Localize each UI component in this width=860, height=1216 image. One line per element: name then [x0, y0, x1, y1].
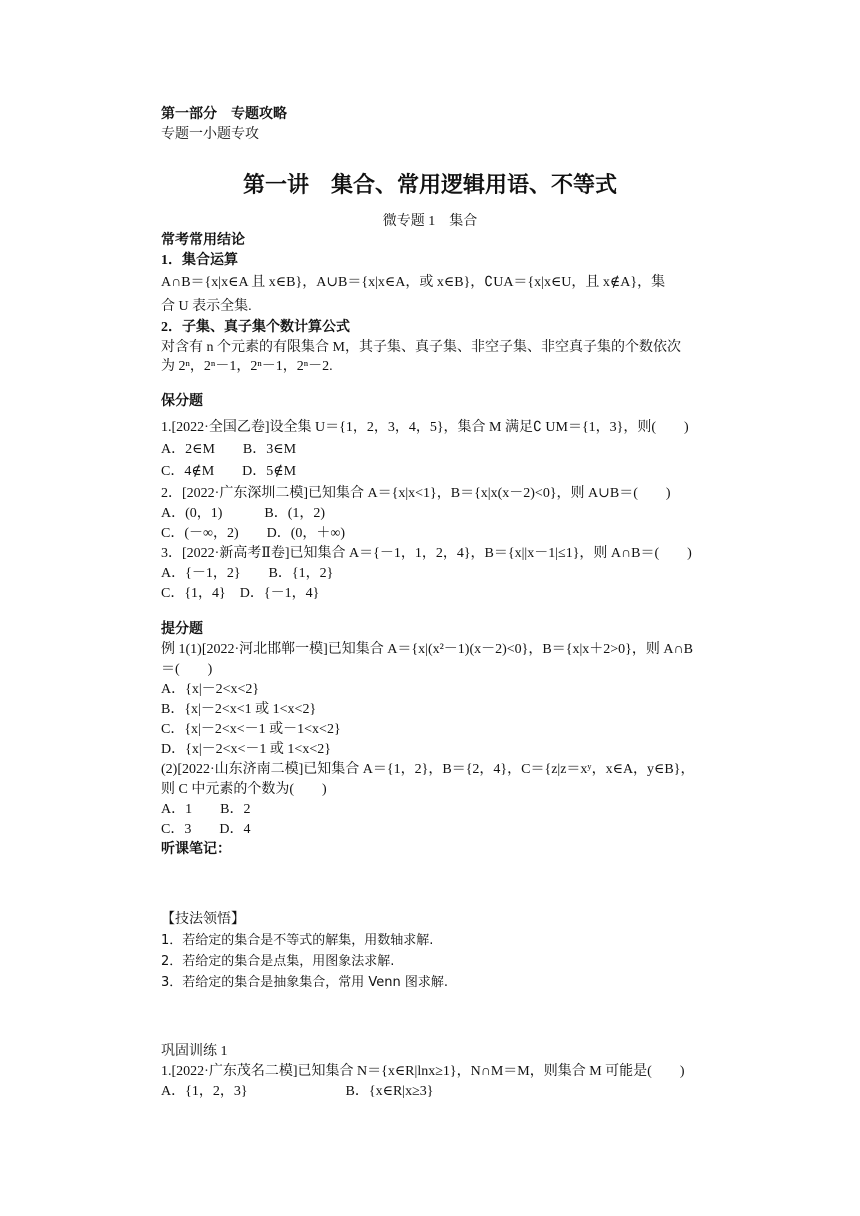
part-heading: 第一部分 专题攻略 [161, 107, 287, 122]
basic-question-3: 3．[2022·新高考Ⅱ卷]已知集合 A＝{－1，1，2，4}，B＝{x||x－1|≤1}，则 A∩B＝( ) [161, 546, 692, 561]
basic-question-1: 1.[2022·全国乙卷]设全集 U＝{1，2，3，4，5}，集合 M 满足∁ UM＝{1，3}，则( ) [161, 420, 689, 435]
conclusion-1-line-2: 合 U 表示全集. [161, 299, 252, 314]
practice-question-1: 1.[2022·广东茂名二模]已知集合 N＝{x∈R|lnx≥1}，N∩M＝M，则集合 M 可能是( ) [161, 1064, 685, 1079]
basic-question-2-options-ab: A．(0，1) B．(1，2) [161, 506, 326, 521]
basic-question-1-options-cd: C．4∉M D．5∉M [161, 464, 297, 479]
practice-question-1-options: A．{1，2，3} B．{x∈R|x≥3} [161, 1084, 434, 1099]
example-2-line-2: 则 C 中元素的个数为( ) [161, 782, 327, 797]
example-2-options-ab: A．1 B．2 [161, 802, 251, 817]
tip-2: 2．若给定的集合是点集，用图象法求解. [161, 954, 395, 969]
example-1-option-a: A．{x|－2<x<2} [161, 682, 260, 697]
topic-heading: 专题一小题专攻 [161, 127, 259, 142]
basic-question-1-options-ab: A．2∈M B．3∈M [161, 442, 297, 457]
example-1-option-d: D．{x|－2<x<－1 或 1<x<2} [161, 742, 331, 757]
conclusion-1-line-1: A∩B＝{x|x∈A 且 x∈B}，A∪B＝{x|x∈A，或 x∈B}，∁UA＝{x|x∈U，且 x∉A}，集 [161, 275, 666, 290]
conclusion-2-title: 2．子集、真子集个数计算公式 [161, 320, 350, 335]
subtopic-title: 微专题 1 集合 [382, 214, 478, 229]
practice-heading: 巩固训练 1 [161, 1044, 228, 1059]
example-1-option-b: B．{x|－2<x<1 或 1<x<2} [161, 702, 317, 717]
basic-question-3-options-cd: C．{1，4} D．{－1，4} [161, 586, 320, 601]
tips-heading: 【技法领悟】 [161, 912, 245, 927]
example-1-line-1: 例 1(1)[2022·河北邯郸一模]已知集合 A＝{x|(x²－1)(x－2)<0}，B＝{x|x＋2>0}，则 A∩B [161, 642, 693, 657]
basic-question-2-options-cd: C．(－∞，2) D．(0，＋∞) [161, 526, 346, 541]
tip-3: 3．若给定的集合是抽象集合，常用 Venn 图求解. [161, 975, 449, 990]
conclusions-heading: 常考常用结论 [161, 233, 245, 248]
basic-question-3-options-ab: A．{－1，2} B．{1，2} [161, 566, 334, 581]
example-2-options-cd: C．3 D．4 [161, 822, 251, 837]
example-1-line-2: ＝( ) [161, 662, 213, 677]
example-2-line-1: (2)[2022·山东济南二模]已知集合 A＝{1，2}，B＝{2，4}，C＝{z|z＝xʸ，x∈A，y∈B}， [161, 762, 695, 777]
example-1-option-c: C．{x|－2<x<－1 或－1<x<2} [161, 722, 341, 737]
lecture-title: 第一讲 集合、常用逻辑用语、不等式 [242, 173, 617, 198]
tip-1: 1．若给定的集合是不等式的解集，用数轴求解. [161, 933, 434, 948]
conclusion-1-title: 1．集合运算 [161, 253, 238, 268]
conclusion-2-line-1: 对含有 n 个元素的有限集合 M，其子集、真子集、非空子集、非空真子集的个数依次 [161, 340, 681, 355]
basic-question-2: 2．[2022·广东深圳二模]已知集合 A＝{x|x<1}，B＝{x|x(x－2)<0}，则 A∪B＝( ) [161, 486, 671, 501]
advanced-heading: 提分题 [161, 622, 203, 637]
basic-heading: 保分题 [161, 394, 203, 409]
lecture-notes-label: 听课笔记： [161, 842, 231, 857]
conclusion-2-line-2: 为 2ⁿ，2ⁿ－1，2ⁿ－1，2ⁿ－2. [161, 359, 333, 374]
